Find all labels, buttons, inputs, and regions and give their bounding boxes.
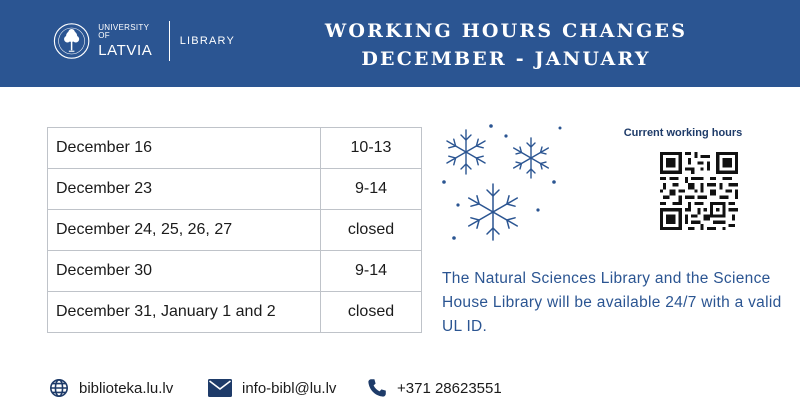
schedule-hours: 9-14 [321,169,422,210]
envelope-icon [208,379,232,397]
table-row [48,292,422,333]
website-link[interactable]: biblioteka.lu.lv [79,379,174,397]
schedule-date: December 31, January 1 and 2 [48,292,321,333]
snowflake-icon [512,138,551,178]
website-contact[interactable] [49,377,173,399]
phone-contact[interactable] [367,377,502,399]
header-banner [0,0,800,87]
title-line-1: WORKING HOURS CHANGES [324,20,688,42]
availability-notice: The Natural Sciences Library and the Science House Library will be available 24/7 with a valid UL ID. [442,270,782,335]
table-row [48,251,422,292]
university-name-small: UNIVERSITY OF [98,23,150,40]
page-title [300,17,712,73]
email-link[interactable]: info-bibl@lu.lv [242,379,337,397]
qr-caption: Current working hours [623,127,743,139]
table-row [48,128,422,169]
email-contact[interactable] [208,377,336,399]
logo-divider [169,21,170,61]
title-line-2: DECEMBER - JANUARY [361,48,651,70]
schedule-date: December 30 [48,251,321,292]
university-name [98,24,159,58]
snowflake-icon [466,184,520,240]
schedule-hours: closed [321,210,422,251]
table-row [48,169,422,210]
phone-icon [367,378,387,398]
globe-icon [49,378,69,398]
university-seal-icon [53,21,90,61]
schedule-hours: closed [321,292,422,333]
phone-number[interactable]: +371 28623551 [397,379,502,397]
library-label: LIBRARY [179,35,236,47]
schedule-table [47,127,422,333]
university-logo [53,18,235,64]
schedule-date: December 24, 25, 26, 27 [48,210,321,251]
schedule-hours: 9-14 [321,251,422,292]
qr-code[interactable] [660,152,738,230]
table-row [48,210,422,251]
snowflake-icon [444,130,487,174]
university-name-large: LATVIA [98,42,153,59]
snowflakes-illustration [436,122,562,246]
schedule-hours: 10-13 [321,128,422,169]
schedule-date: December 16 [48,128,321,169]
schedule-date: December 23 [48,169,321,210]
